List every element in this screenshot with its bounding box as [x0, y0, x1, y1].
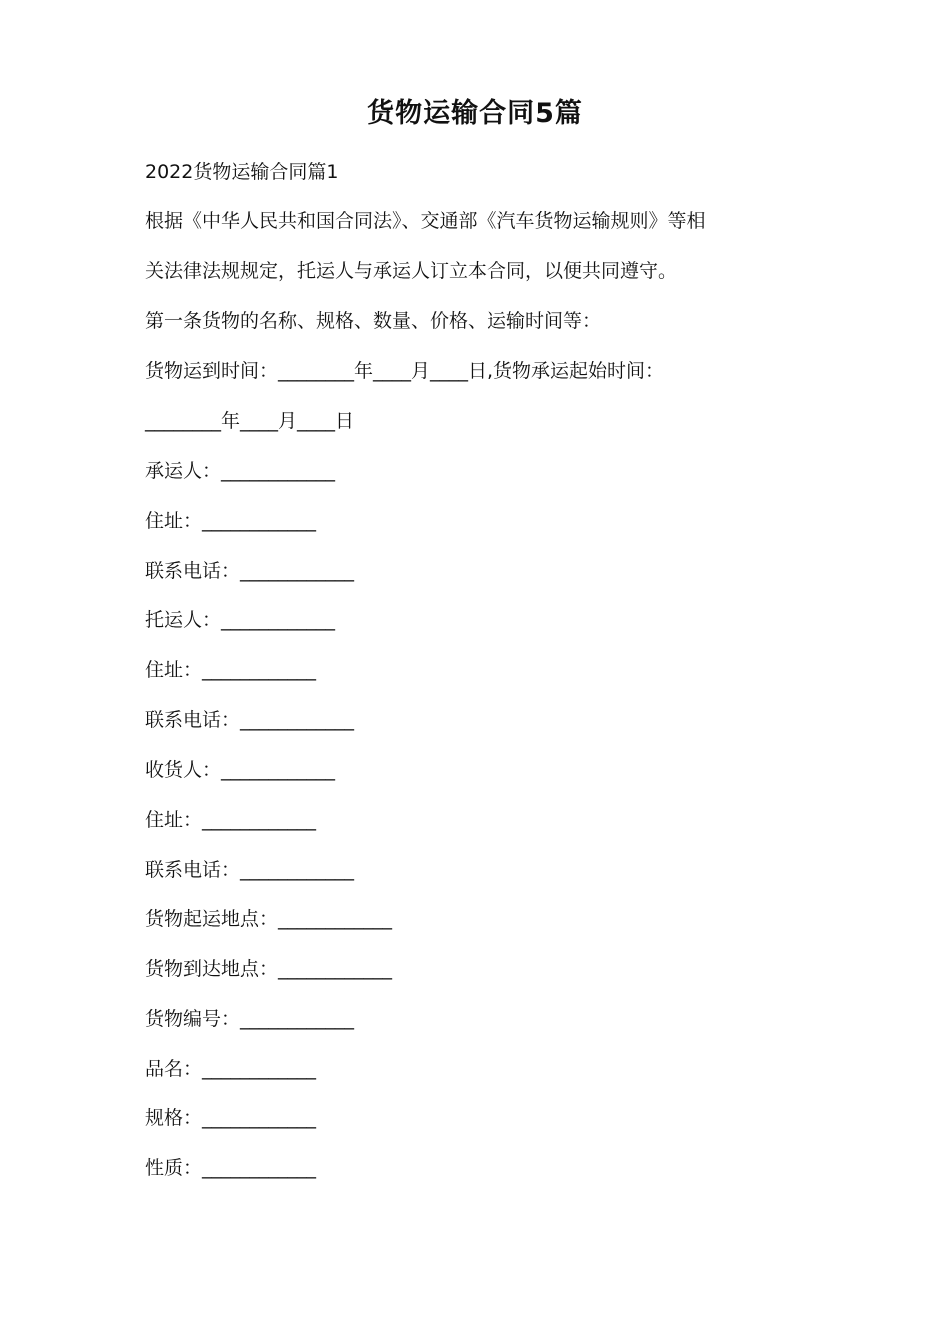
- specification-field: 规格：____________: [145, 1107, 317, 1129]
- shipper-phone-field: 联系电话：____________: [145, 709, 355, 731]
- consignee-phone-field: 联系电话：____________: [145, 859, 355, 881]
- carrier-address-field: 住址：____________: [145, 510, 317, 532]
- carrier-field: 承运人：____________: [145, 460, 336, 482]
- paragraph-line: 关法律法规规定，托运人与承运人订立本合同，以便共同遵守。: [145, 260, 678, 282]
- cargo-number-field: 货物编号：____________: [145, 1008, 355, 1030]
- product-name-field: 品名：____________: [145, 1058, 317, 1080]
- destination-field: 货物到达地点：____________: [145, 958, 393, 980]
- consignee-field: 收货人：____________: [145, 759, 336, 781]
- section-heading: 2022货物运输合同篇1: [145, 161, 339, 183]
- shipper-address-field: 住址：____________: [145, 659, 317, 681]
- delivery-time-field: 货物运到时间：________年____月____日,货物承运起始时间：: [145, 360, 665, 382]
- shipper-field: 托运人：____________: [145, 609, 336, 631]
- origin-field: 货物起运地点：____________: [145, 908, 393, 930]
- document-title: 货物运输合同5篇: [367, 98, 583, 129]
- paragraph-line: 根据《中华人民共和国合同法》、交通部《汽车货物运输规则》等相: [145, 210, 706, 232]
- consignee-address-field: 住址：____________: [145, 809, 317, 831]
- clause-heading: 第一条货物的名称、规格、数量、价格、运输时间等：: [145, 310, 602, 332]
- carrier-phone-field: 联系电话：____________: [145, 560, 355, 582]
- nature-field: 性质：____________: [145, 1157, 317, 1179]
- start-time-field: ________年____月____日: [145, 410, 355, 432]
